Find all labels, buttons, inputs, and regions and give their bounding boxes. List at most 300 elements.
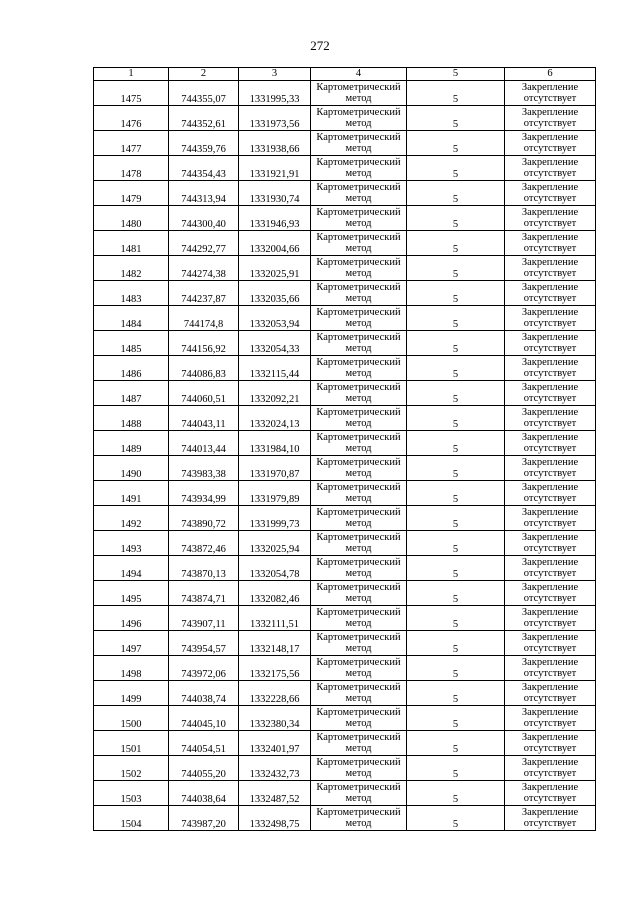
accuracy-cell: 5 [407,606,505,631]
fixing-line-2: отсутствует [523,768,577,779]
fixing-line-1: Закрепление [521,756,579,768]
y-coordinate-cell: 1332035,66 [239,281,311,306]
x-coordinate-cell: 744237,87 [169,281,239,306]
fixing-line-2: отсутствует [523,218,577,229]
point-number-cell: 1490 [94,456,169,481]
method-line-1: Картометрический [316,406,401,418]
accuracy-cell: 5 [407,406,505,431]
y-coordinate-cell: 1331921,91 [239,156,311,181]
method-line-2: метод [345,318,372,329]
method-line-2: метод [345,343,372,354]
point-number-cell: 1483 [94,281,169,306]
x-coordinate-cell: 743890,72 [169,506,239,531]
method-line-2: метод [345,393,372,404]
method-line-1: Картометрический [316,631,401,643]
table-row [94,331,596,356]
accuracy-cell: 5 [407,256,505,281]
fixing-cell [505,231,596,256]
accuracy-cell: 5 [407,681,505,706]
x-coordinate-cell: 743907,11 [169,606,239,631]
table-row [94,131,596,156]
y-coordinate-cell: 1332004,66 [239,231,311,256]
y-coordinate-cell: 1332148,17 [239,631,311,656]
method-cell [311,531,407,556]
fixing-line-1: Закрепление [521,406,579,418]
fixing-line-1: Закрепление [521,631,579,643]
fixing-line-2: отсутствует [523,443,577,454]
fixing-line-1: Закрепление [521,606,579,618]
method-cell [311,756,407,781]
fixing-cell [505,131,596,156]
method-line-2: метод [345,468,372,479]
x-coordinate-cell: 744043,11 [169,406,239,431]
y-coordinate-cell: 1332053,94 [239,306,311,331]
fixing-cell [505,731,596,756]
method-line-2: метод [345,493,372,504]
method-cell [311,206,407,231]
fixing-line-2: отсутствует [523,93,577,104]
point-number-cell: 1497 [94,631,169,656]
accuracy-cell: 5 [407,706,505,731]
table-row [94,281,596,306]
coordinates-table [93,67,596,831]
method-line-1: Картометрический [316,381,401,393]
fixing-line-2: отсутствует [523,793,577,804]
fixing-cell [505,581,596,606]
x-coordinate-cell: 744313,94 [169,181,239,206]
x-coordinate-cell: 744274,38 [169,256,239,281]
x-coordinate-cell: 743972,06 [169,656,239,681]
y-coordinate-cell: 1332401,97 [239,731,311,756]
fixing-line-1: Закрепление [521,306,579,318]
y-coordinate-cell: 1332082,46 [239,581,311,606]
fixing-line-1: Закрепление [521,581,579,593]
y-coordinate-cell: 1332025,91 [239,256,311,281]
point-number-cell: 1484 [94,306,169,331]
method-cell [311,431,407,456]
table-row [94,381,596,406]
fixing-line-2: отсутствует [523,493,577,504]
method-line-2: метод [345,368,372,379]
accuracy-cell: 5 [407,106,505,131]
fixing-cell [505,331,596,356]
y-coordinate-cell: 1331995,33 [239,81,311,106]
accuracy-cell: 5 [407,81,505,106]
fixing-line-1: Закрепление [521,356,579,368]
table-row [94,731,596,756]
method-line-2: метод [345,543,372,554]
fixing-line-2: отсутствует [523,318,577,329]
point-number-cell: 1496 [94,606,169,631]
fixing-line-1: Закрепление [521,331,579,343]
accuracy-cell: 5 [407,631,505,656]
fixing-line-2: отсутствует [523,518,577,529]
y-coordinate-cell: 1332092,21 [239,381,311,406]
accuracy-cell: 5 [407,381,505,406]
fixing-line-2: отсутствует [523,643,577,654]
method-cell [311,131,407,156]
method-line-1: Картометрический [316,606,401,618]
fixing-cell [505,306,596,331]
method-line-2: метод [345,443,372,454]
method-cell [311,456,407,481]
table-row [94,806,596,831]
x-coordinate-cell: 744054,51 [169,731,239,756]
fixing-line-2: отсутствует [523,743,577,754]
point-number-cell: 1476 [94,106,169,131]
x-coordinate-cell: 744045,10 [169,706,239,731]
table-row [94,456,596,481]
x-coordinate-cell: 743872,46 [169,531,239,556]
method-line-1: Картометрический [316,756,401,768]
y-coordinate-cell: 1332054,78 [239,556,311,581]
fixing-line-2: отсутствует [523,618,577,629]
x-coordinate-cell: 744038,74 [169,681,239,706]
method-cell [311,731,407,756]
fixing-line-2: отсутствует [523,418,577,429]
fixing-line-1: Закрепление [521,431,579,443]
method-line-2: метод [345,293,372,304]
table-row [94,681,596,706]
fixing-cell [505,506,596,531]
table-row [94,256,596,281]
point-number-cell: 1495 [94,581,169,606]
method-line-2: метод [345,168,372,179]
method-line-2: метод [345,693,372,704]
point-number-cell: 1481 [94,231,169,256]
point-number-cell: 1487 [94,381,169,406]
header-col-3: 3 [239,68,311,81]
fixing-cell [505,381,596,406]
point-number-cell: 1488 [94,406,169,431]
method-line-1: Картометрический [316,431,401,443]
y-coordinate-cell: 1332498,75 [239,806,311,831]
point-number-cell: 1504 [94,806,169,831]
accuracy-cell: 5 [407,656,505,681]
accuracy-cell: 5 [407,181,505,206]
method-line-1: Картометрический [316,506,401,518]
fixing-cell [505,356,596,381]
method-cell [311,381,407,406]
x-coordinate-cell: 744292,77 [169,231,239,256]
fixing-line-1: Закрепление [521,381,579,393]
fixing-cell [505,281,596,306]
fixing-line-1: Закрепление [521,256,579,268]
fixing-cell [505,681,596,706]
method-line-1: Картометрический [316,181,401,193]
table-row [94,406,596,431]
fixing-cell [505,156,596,181]
table-row [94,606,596,631]
point-number-cell: 1489 [94,431,169,456]
method-cell [311,606,407,631]
accuracy-cell: 5 [407,731,505,756]
method-cell [311,656,407,681]
table-row [94,781,596,806]
method-cell [311,681,407,706]
fixing-line-1: Закрепление [521,231,579,243]
method-line-2: метод [345,618,372,629]
method-line-2: метод [345,418,372,429]
x-coordinate-cell: 744352,61 [169,106,239,131]
header-col-6: 6 [505,68,596,81]
method-line-2: метод [345,243,372,254]
x-coordinate-cell: 743954,57 [169,631,239,656]
method-line-2: метод [345,718,372,729]
method-line-1: Картометрический [316,731,401,743]
method-cell [311,481,407,506]
point-number-cell: 1477 [94,131,169,156]
fixing-cell [505,531,596,556]
method-line-2: метод [345,518,372,529]
fixing-cell [505,606,596,631]
table-row [94,156,596,181]
accuracy-cell: 5 [407,456,505,481]
method-line-2: метод [345,643,372,654]
table-row [94,231,596,256]
x-coordinate-cell: 744055,20 [169,756,239,781]
fixing-cell [505,81,596,106]
point-number-cell: 1492 [94,506,169,531]
header-col-2: 2 [169,68,239,81]
fixing-line-2: отсутствует [523,243,577,254]
table-row [94,531,596,556]
accuracy-cell: 5 [407,356,505,381]
method-cell [311,631,407,656]
table-header-row [94,68,596,81]
point-number-cell: 1498 [94,656,169,681]
method-line-1: Картометрический [316,456,401,468]
header-col-4: 4 [311,68,407,81]
fixing-line-1: Закрепление [521,481,579,493]
x-coordinate-cell: 743987,20 [169,806,239,831]
method-cell [311,356,407,381]
point-number-cell: 1486 [94,356,169,381]
fixing-line-1: Закрепление [521,806,579,818]
fixing-line-1: Закрепление [521,106,579,118]
fixing-line-2: отсутствует [523,118,577,129]
table-row [94,706,596,731]
x-coordinate-cell: 744354,43 [169,156,239,181]
point-number-cell: 1480 [94,206,169,231]
fixing-line-2: отсутствует [523,818,577,829]
method-line-1: Картометрический [316,556,401,568]
x-coordinate-cell: 744300,40 [169,206,239,231]
method-line-1: Картометрический [316,256,401,268]
point-number-cell: 1491 [94,481,169,506]
fixing-line-2: отсутствует [523,593,577,604]
point-number-cell: 1479 [94,181,169,206]
y-coordinate-cell: 1331938,66 [239,131,311,156]
fixing-line-1: Закрепление [521,206,579,218]
point-number-cell: 1482 [94,256,169,281]
fixing-line-1: Закрепление [521,131,579,143]
fixing-line-2: отсутствует [523,368,577,379]
y-coordinate-cell: 1332025,94 [239,531,311,556]
y-coordinate-cell: 1331946,93 [239,206,311,231]
method-line-1: Картометрический [316,131,401,143]
x-coordinate-cell: 743983,38 [169,456,239,481]
fixing-cell [505,256,596,281]
fixing-line-1: Закрепление [521,731,579,743]
point-number-cell: 1478 [94,156,169,181]
fixing-line-1: Закрепление [521,656,579,668]
y-coordinate-cell: 1332487,52 [239,781,311,806]
fixing-line-1: Закрепление [521,81,579,93]
method-line-2: метод [345,218,372,229]
fixing-line-2: отсутствует [523,268,577,279]
y-coordinate-cell: 1331979,89 [239,481,311,506]
x-coordinate-cell: 743870,13 [169,556,239,581]
accuracy-cell: 5 [407,556,505,581]
method-cell [311,231,407,256]
method-cell [311,706,407,731]
accuracy-cell: 5 [407,281,505,306]
method-cell [311,306,407,331]
method-line-1: Картометрический [316,656,401,668]
method-line-1: Картометрический [316,81,401,93]
method-line-1: Картометрический [316,781,401,793]
method-line-1: Картометрический [316,681,401,693]
fixing-line-1: Закрепление [521,556,579,568]
accuracy-cell: 5 [407,306,505,331]
accuracy-cell: 5 [407,806,505,831]
method-line-2: метод [345,743,372,754]
method-line-1: Картометрический [316,706,401,718]
method-cell [311,581,407,606]
method-line-2: метод [345,668,372,679]
method-line-2: метод [345,793,372,804]
point-number-cell: 1493 [94,531,169,556]
point-number-cell: 1475 [94,81,169,106]
method-cell [311,156,407,181]
accuracy-cell: 5 [407,206,505,231]
method-line-2: метод [345,593,372,604]
x-coordinate-cell: 744013,44 [169,431,239,456]
point-number-cell: 1485 [94,331,169,356]
table-row [94,756,596,781]
fixing-line-2: отсутствует [523,343,577,354]
method-line-2: метод [345,818,372,829]
header-col-1: 1 [94,68,169,81]
y-coordinate-cell: 1332175,56 [239,656,311,681]
fixing-cell [505,631,596,656]
fixing-line-1: Закрепление [521,506,579,518]
fixing-line-2: отсутствует [523,718,577,729]
method-line-2: метод [345,768,372,779]
method-cell [311,181,407,206]
table-row [94,181,596,206]
y-coordinate-cell: 1332380,34 [239,706,311,731]
accuracy-cell: 5 [407,156,505,181]
fixing-line-2: отсутствует [523,168,577,179]
accuracy-cell: 5 [407,231,505,256]
accuracy-cell: 5 [407,781,505,806]
method-cell [311,81,407,106]
accuracy-cell: 5 [407,481,505,506]
method-line-1: Картометрический [316,531,401,543]
header-col-5: 5 [407,68,505,81]
fixing-cell [505,656,596,681]
point-number-cell: 1502 [94,756,169,781]
y-coordinate-cell: 1332228,66 [239,681,311,706]
method-cell [311,256,407,281]
fixing-line-2: отсутствует [523,193,577,204]
method-line-2: метод [345,568,372,579]
fixing-line-2: отсутствует [523,693,577,704]
method-line-1: Картометрический [316,806,401,818]
method-line-1: Картометрический [316,481,401,493]
method-line-2: метод [345,143,372,154]
y-coordinate-cell: 1332054,33 [239,331,311,356]
fixing-cell [505,406,596,431]
accuracy-cell: 5 [407,581,505,606]
accuracy-cell: 5 [407,331,505,356]
point-number-cell: 1500 [94,706,169,731]
fixing-line-1: Закрепление [521,181,579,193]
y-coordinate-cell: 1332432,73 [239,756,311,781]
x-coordinate-cell: 744060,51 [169,381,239,406]
y-coordinate-cell: 1331984,10 [239,431,311,456]
table-row [94,431,596,456]
x-coordinate-cell: 744156,92 [169,331,239,356]
table-row [94,306,596,331]
table-body [94,81,596,831]
method-cell [311,806,407,831]
fixing-line-1: Закрепление [521,781,579,793]
x-coordinate-cell: 743874,71 [169,581,239,606]
accuracy-cell: 5 [407,756,505,781]
table-row [94,631,596,656]
fixing-cell [505,481,596,506]
fixing-cell [505,456,596,481]
fixing-line-1: Закрепление [521,281,579,293]
method-line-1: Картометрический [316,281,401,293]
method-line-2: метод [345,268,372,279]
x-coordinate-cell: 744359,76 [169,131,239,156]
method-cell [311,506,407,531]
accuracy-cell: 5 [407,531,505,556]
fixing-line-1: Закрепление [521,681,579,693]
fixing-line-1: Закрепление [521,456,579,468]
table-row [94,206,596,231]
table-row [94,556,596,581]
method-cell [311,556,407,581]
fixing-line-2: отсутствует [523,668,577,679]
y-coordinate-cell: 1331970,87 [239,456,311,481]
table-row [94,81,596,106]
x-coordinate-cell: 744174,8 [169,306,239,331]
point-number-cell: 1499 [94,681,169,706]
fixing-cell [505,106,596,131]
fixing-line-2: отсутствует [523,468,577,479]
fixing-cell [505,206,596,231]
x-coordinate-cell: 744355,07 [169,81,239,106]
x-coordinate-cell: 744038,64 [169,781,239,806]
y-coordinate-cell: 1332111,51 [239,606,311,631]
method-line-1: Картометрический [316,581,401,593]
accuracy-cell: 5 [407,131,505,156]
y-coordinate-cell: 1332115,44 [239,356,311,381]
method-cell [311,406,407,431]
point-number-cell: 1503 [94,781,169,806]
table-row [94,481,596,506]
fixing-cell [505,706,596,731]
method-line-2: метод [345,93,372,104]
fixing-cell [505,756,596,781]
fixing-cell [505,556,596,581]
fixing-line-1: Закрепление [521,706,579,718]
